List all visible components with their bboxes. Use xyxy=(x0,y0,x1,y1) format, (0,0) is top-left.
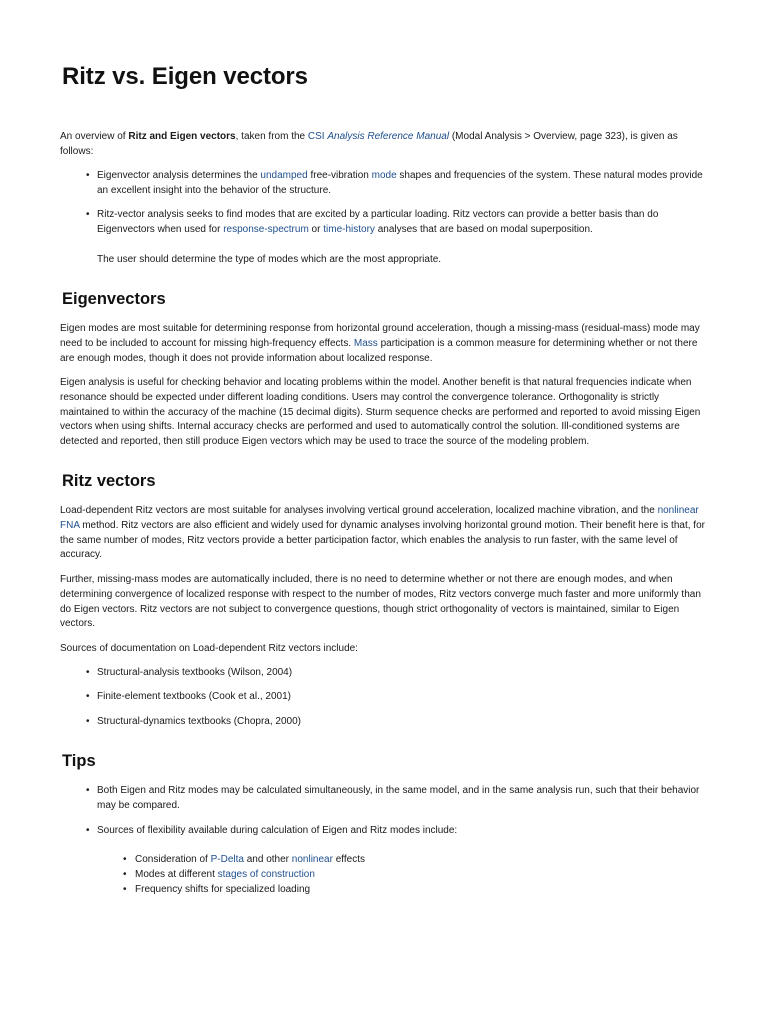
eigen-paragraph-1 xyxy=(60,322,708,366)
stages-of-construction-link[interactable]: stages of construction xyxy=(217,869,315,880)
undamped-link[interactable]: undamped xyxy=(260,170,308,181)
page-title: Ritz vs. Eigen vectors xyxy=(62,63,308,90)
paragraph-text: Load-dependent Ritz vectors are most suitable for analyses involving vertical ground acceleration, localized machine vibration, and the xyxy=(60,505,658,516)
p-delta-link[interactable]: P-Delta xyxy=(210,854,244,865)
list-item-text: or xyxy=(308,223,324,235)
mode-link[interactable]: mode xyxy=(371,170,397,181)
list-item: • Both Eigen and Ritz modes may be calculated simultaneously, in the same model, and in the same analysis run, such that their behavior may be compared. xyxy=(97,784,709,814)
list-item-text: and other xyxy=(243,854,292,865)
ritz-paragraph-1 xyxy=(60,504,708,563)
nonlinear-link[interactable]: nonlinear xyxy=(291,854,333,865)
list-item: • Structural-dynamics textbooks (Chopra, 2000) xyxy=(97,715,709,730)
list-item-text: Modes at different xyxy=(135,869,218,880)
intro-text: (Modal Analysis > Overview, page 323), is given as follows: xyxy=(60,131,678,157)
sources-intro: Sources of documentation on Load-dependent Ritz vectors include: xyxy=(60,643,358,654)
overview-note: The user should determine the type of modes which are the most appropriate. xyxy=(97,254,442,265)
list-item-text: Eigenvector analysis determines the xyxy=(97,170,261,181)
intro-paragraph xyxy=(60,130,708,160)
list-item xyxy=(97,169,709,199)
list-item-text: free-vibration xyxy=(307,170,372,181)
paragraph-text: method. Ritz vectors are also efficient and widely used for dynamic analyses involving horizontal ground motion. Their benefit here is that, for the same number of modes, Ritz vectors provide a better participation factor, which enables the analysis to run faster, with the same level of accuracy. xyxy=(60,519,705,561)
paragraph-text: participation is a common measure for determining whether or not there are enough modes, though it does not provide information about localized response. xyxy=(60,337,698,364)
list-item: • Frequency shifts for specialized loading xyxy=(135,883,695,898)
list-item-text: Ritz-vector analysis seeks to find modes that are excited by a particular loading. Ritz vectors can provide a better basis than do Eigenvectors when used for xyxy=(97,209,659,235)
response-spectrum-link[interactable]: response-spectrum xyxy=(223,223,309,235)
time-history-link[interactable]: time-history xyxy=(323,223,375,235)
ritz-paragraph-2: Further, missing-mass modes are automatically included, there is no need to determine whether or not there are enough modes, and when determining convergence of localized response with respect to the number of modes, Ritz vectors converge much faster and more uniformly than do Eigen vectors. Ritz vectors are not subject to convergence questions, though strict orthogonality of vectors is maintained, similar to Eigen vectors. xyxy=(60,574,701,630)
intro-bold-text: Ritz and Eigen vectors xyxy=(128,131,236,142)
manual-link-text: Analysis Reference Manual xyxy=(327,131,450,142)
eigenvectors-heading: Eigenvectors xyxy=(62,290,166,308)
list-item xyxy=(135,868,695,883)
eigen-paragraph-2: Eigen analysis is useful for checking behavior and locating problems within the model. Another benefit is that natural frequencies indicate when resonance should be expected under different loading conditions. Users may control the convergence tolerance. Orthogonality is strictly maintained to within the accuracy of the machine (15 decimal digits). Sturm sequence checks are performed and reported to avoid missing Eigen vectors when using shifts. Internal accuracy checks are performed and used to automatically control the solution. Ill-conditioned systems are detected and reported, then still produce Eigen vectors which may be used to trace the source of the modeling problem. xyxy=(60,377,701,448)
nonlinear-fna-link[interactable]: nonlinear FNA xyxy=(60,505,699,531)
intro-text: An overview of xyxy=(60,131,129,142)
mass-link[interactable]: Mass xyxy=(353,337,378,349)
list-item: • Structural-analysis textbooks (Wilson, 2004) xyxy=(97,666,709,681)
intro-text: , taken from the xyxy=(235,131,308,142)
paragraph-text: Eigen modes are most suitable for determining response from horizontal ground acceleration, though a missing-mass (residual-mass) mode may need to be included to account for missing high-frequency effects. xyxy=(60,323,700,349)
csi-link[interactable]: CSI xyxy=(307,131,325,142)
list-item xyxy=(135,853,695,868)
tips-heading: Tips xyxy=(62,752,96,770)
list-item xyxy=(97,208,709,238)
manual-link[interactable] xyxy=(327,131,449,142)
list-item-text: Consideration of xyxy=(135,854,211,865)
list-item: • Finite-element textbooks (Cook et al., 2001) xyxy=(97,690,709,705)
list-item: • Sources of flexibility available during calculation of Eigen and Ritz modes include: xyxy=(97,824,709,839)
ritz-vectors-heading: Ritz vectors xyxy=(62,472,156,490)
list-item-text: shapes and frequencies of the system. These natural modes provide an excellent insight into the behavior of the structure. xyxy=(97,170,703,196)
list-item-text: effects xyxy=(332,854,365,865)
list-item-text: analyses that are based on modal superposition. xyxy=(374,223,593,235)
